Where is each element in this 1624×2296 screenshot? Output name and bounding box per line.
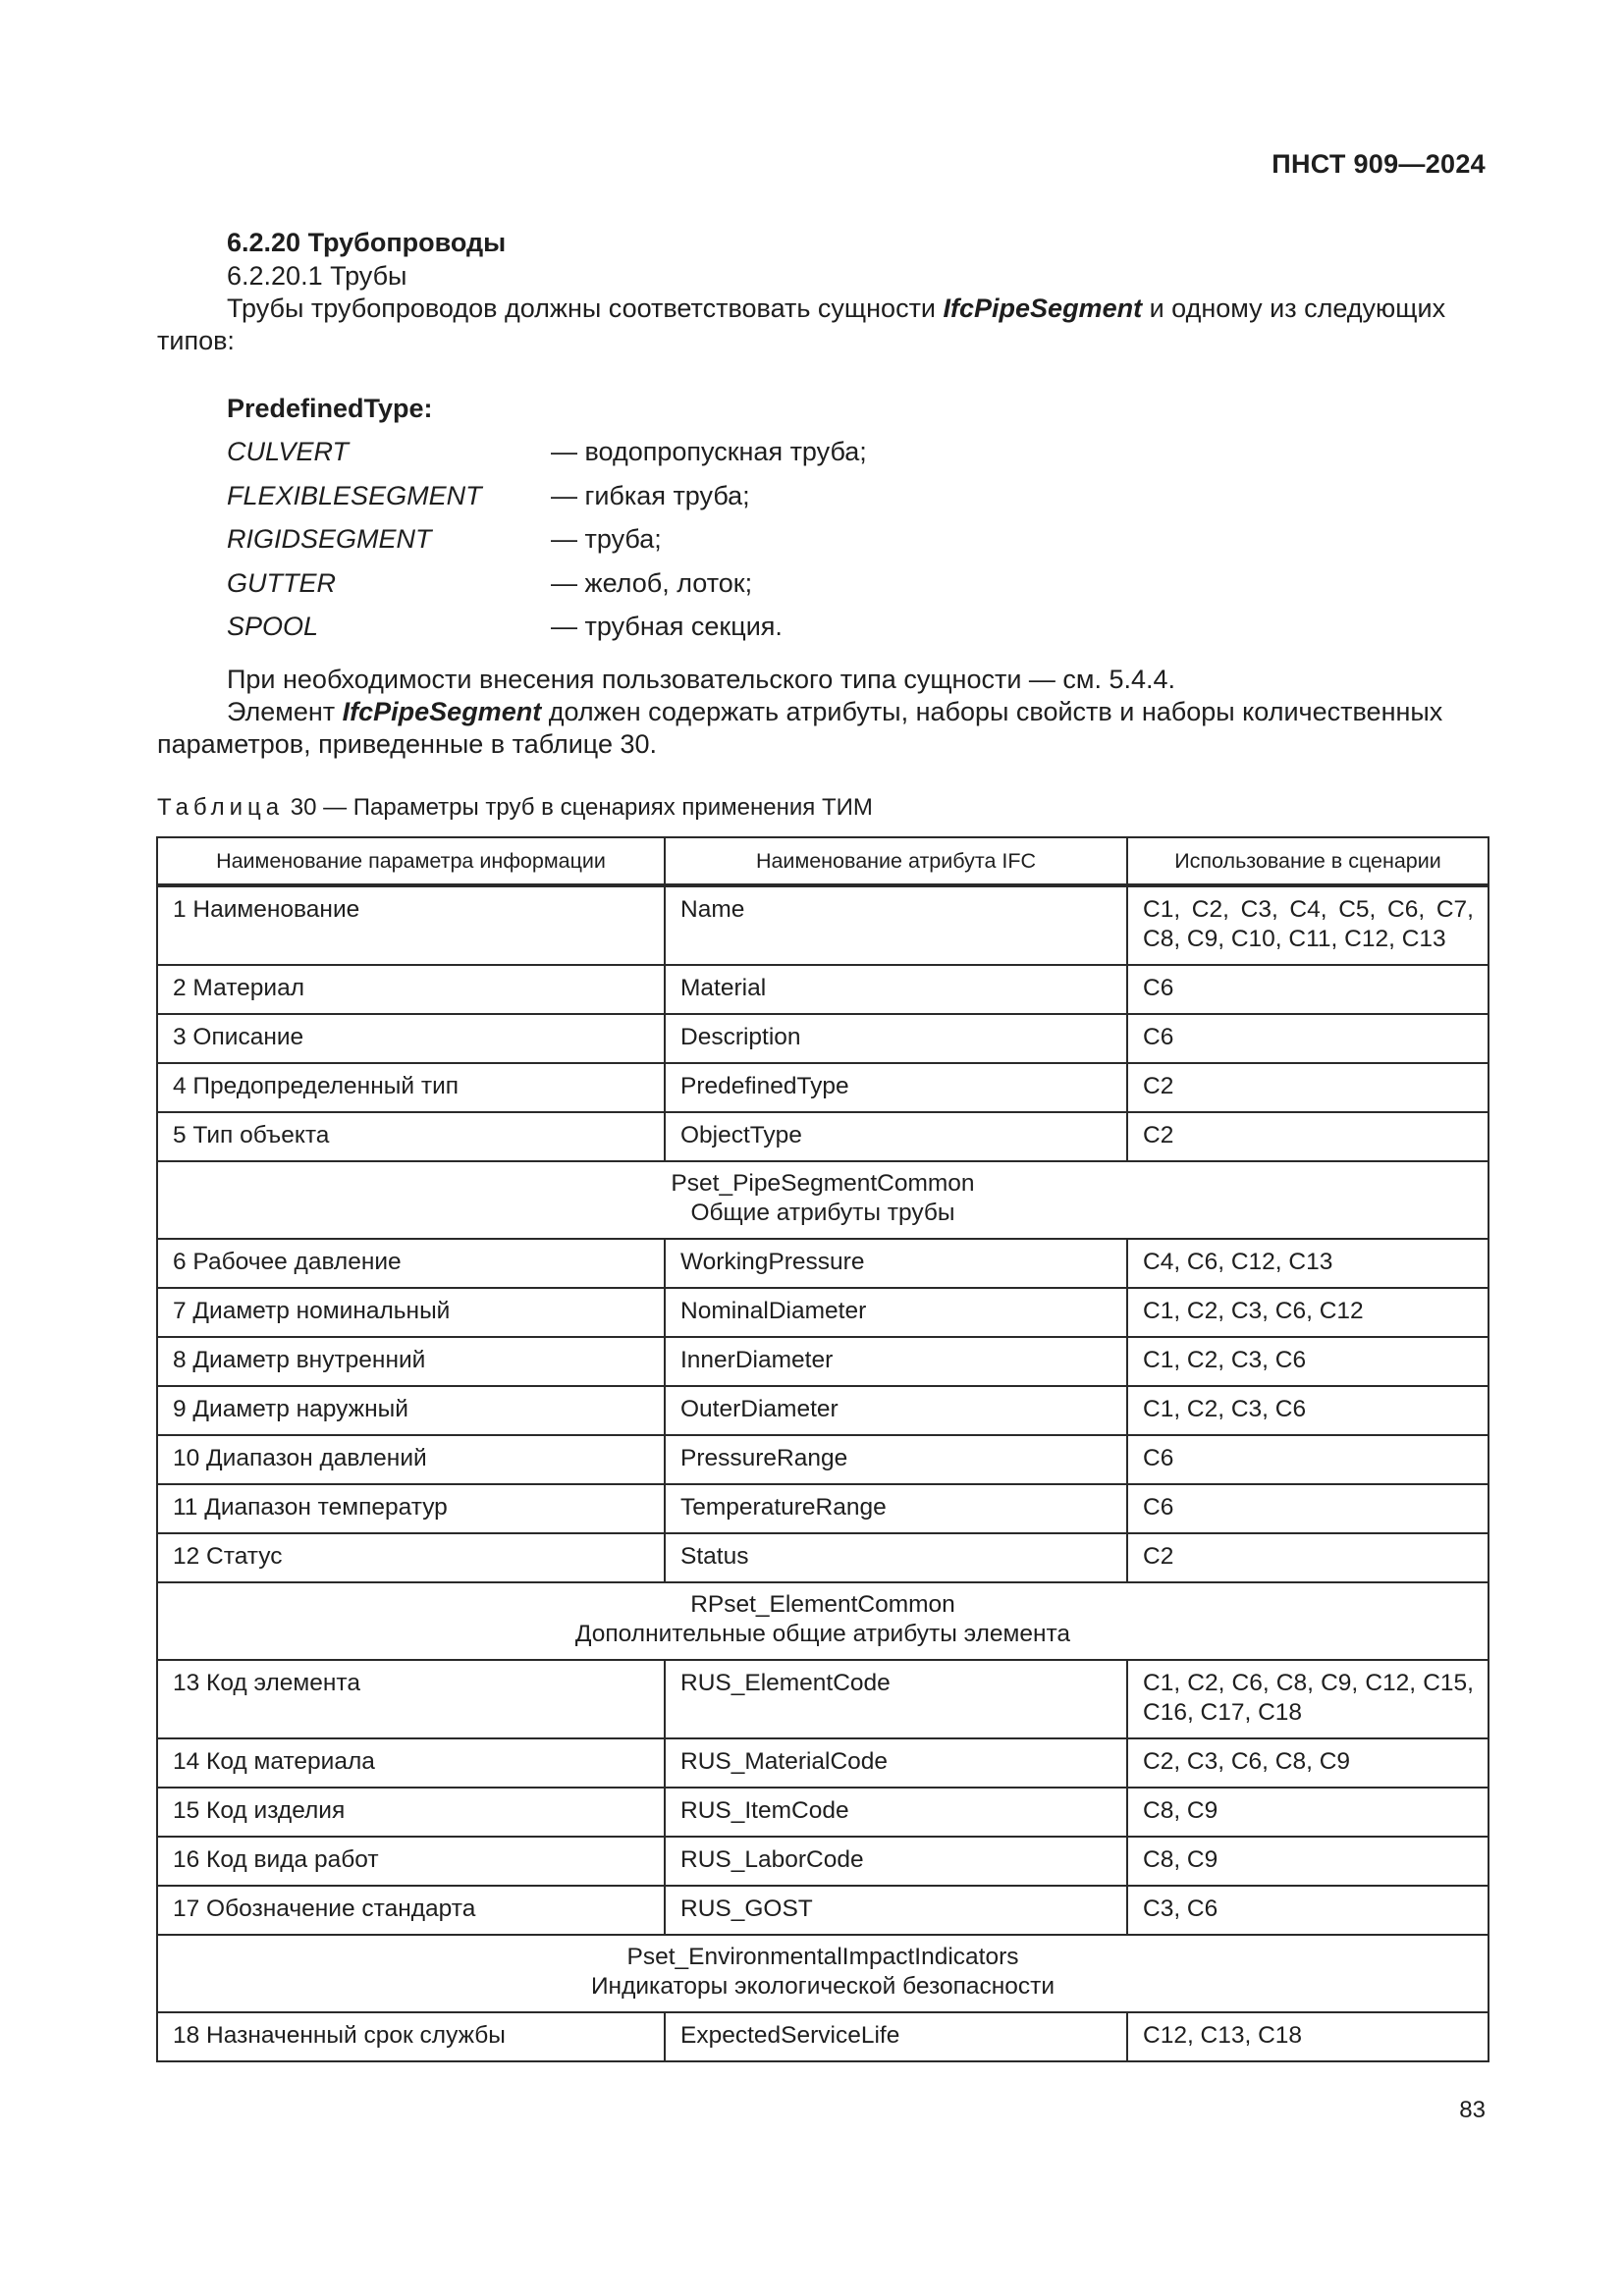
table-row — [157, 1886, 1489, 1935]
property-set-name: Pset_EnvironmentalImpactIndicators — [626, 1944, 1019, 1970]
ifc-attribute-cell: TemperatureRange — [665, 1484, 1127, 1533]
predefined-type-item — [227, 565, 867, 610]
ifc-attribute-cell: ExpectedServiceLife — [665, 2012, 1127, 2061]
type-description: — желоб, лоток; — [551, 567, 753, 598]
table-row — [157, 1112, 1489, 1161]
parameter-name-cell: 1 Наименование — [157, 885, 665, 965]
ifc-attribute-cell: Material — [665, 965, 1127, 1014]
scenario-usage-cell: С2 — [1127, 1533, 1489, 1582]
column-header: Наименование параметра информации — [157, 837, 665, 885]
table-row — [157, 1435, 1489, 1484]
property-set-cell — [157, 1935, 1489, 2012]
table-caption: Таблица 30 — Параметры труб в сценариях применения ТИМ — [157, 794, 873, 821]
scenario-usage-cell: С6 — [1127, 965, 1489, 1014]
scenario-usage-cell: С1, С2, С6, С8, С9, С12, С15, С16, С17, С18 — [1127, 1660, 1489, 1738]
table-row — [157, 1337, 1489, 1386]
table-row — [157, 885, 1489, 965]
ifc-attribute-cell: Description — [665, 1014, 1127, 1063]
predefined-type-item — [227, 478, 867, 522]
parameter-name-cell: 8 Диаметр внутренний — [157, 1337, 665, 1386]
scenario-usage-cell: С8, С9 — [1127, 1837, 1489, 1886]
table-row — [157, 1063, 1489, 1112]
scenario-usage-cell: С12, С13, С18 — [1127, 2012, 1489, 2061]
predefined-type-item — [227, 434, 867, 478]
column-header: Использование в сценарии — [1127, 837, 1489, 885]
custom-type-note: При необходимости внесения пользовательского типа сущности — см. 5.4.4. — [227, 665, 1176, 694]
scenario-usage-cell: С6 — [1127, 1484, 1489, 1533]
ifc-attribute-cell: RUS_ItemCode — [665, 1788, 1127, 1837]
ifc-attribute-cell: RUS_GOST — [665, 1886, 1127, 1935]
property-set-row — [157, 1161, 1489, 1239]
ifc-attribute-cell: ObjectType — [665, 1112, 1127, 1161]
property-set-description: Индикаторы экологической безопасности — [590, 1973, 1056, 2000]
property-set-name: Pset_PipeSegmentCommon — [671, 1170, 975, 1197]
table-row — [157, 1660, 1489, 1738]
scenario-usage-cell: С2, С3, С6, С8, С9 — [1127, 1738, 1489, 1788]
document-code: ПНСТ 909—2024 — [1272, 149, 1486, 179]
parameter-name-cell: 6 Рабочее давление — [157, 1239, 665, 1288]
table-row — [157, 1533, 1489, 1582]
type-name: FLEXIBLESEGMENT — [227, 480, 482, 510]
parameter-name-cell: 4 Предопределенный тип — [157, 1063, 665, 1112]
entity-name: IfcPipeSegment — [943, 294, 1143, 323]
subsection-heading: 6.2.20.1 Трубы — [227, 261, 407, 291]
scenario-usage-cell: С3, С6 — [1127, 1886, 1489, 1935]
parameter-name-cell: 18 Назначенный срок службы — [157, 2012, 665, 2061]
ifc-attribute-cell: RUS_LaborCode — [665, 1837, 1127, 1886]
ifc-attribute-cell: PredefinedType — [665, 1063, 1127, 1112]
predefined-type-item — [227, 609, 867, 653]
parameter-name-cell: 2 Материал — [157, 965, 665, 1014]
table-row — [157, 1837, 1489, 1886]
scenario-usage-cell: С1, С2, С3, С6 — [1127, 1337, 1489, 1386]
parameter-name-cell: 16 Код вида работ — [157, 1837, 665, 1886]
scenario-usage-cell: С6 — [1127, 1014, 1489, 1063]
ifc-attribute-cell: NominalDiameter — [665, 1288, 1127, 1337]
type-name: RIGIDSEGMENT — [227, 524, 432, 554]
parameter-name-cell: 7 Диаметр номинальный — [157, 1288, 665, 1337]
ifc-attribute-cell: PressureRange — [665, 1435, 1127, 1484]
parameter-name-cell: 10 Диапазон давлений — [157, 1435, 665, 1484]
property-set-cell — [157, 1161, 1489, 1239]
parameter-name-cell: 11 Диапазон температур — [157, 1484, 665, 1533]
property-set-description: Общие атрибуты трубы — [690, 1200, 955, 1226]
ifc-attribute-cell: Name — [665, 885, 1127, 965]
scenario-usage-cell: С4, С6, С12, С13 — [1127, 1239, 1489, 1288]
parameter-name-cell: 5 Тип объекта — [157, 1112, 665, 1161]
parameter-name-cell: 14 Код материала — [157, 1738, 665, 1788]
type-name: SPOOL — [227, 612, 319, 641]
table-row — [157, 1288, 1489, 1337]
type-name: CULVERT — [227, 437, 350, 466]
type-description: — водопропускная труба; — [551, 437, 867, 466]
table-row — [157, 1484, 1489, 1533]
type-description: — труба; — [551, 524, 662, 554]
ifc-attribute-cell: WorkingPressure — [665, 1239, 1127, 1288]
table-row — [157, 1738, 1489, 1788]
predefined-type-list — [227, 391, 867, 653]
table-row — [157, 1788, 1489, 1837]
type-description: — трубная секция. — [551, 612, 783, 641]
parameter-name-cell: 13 Код элемента — [157, 1660, 665, 1738]
ifc-attribute-cell: OuterDiameter — [665, 1386, 1127, 1435]
ifc-attribute-cell: InnerDiameter — [665, 1337, 1127, 1386]
type-name: GUTTER — [227, 567, 336, 598]
table-row — [157, 965, 1489, 1014]
table-row — [157, 1014, 1489, 1063]
property-set-row — [157, 1935, 1489, 2012]
parameter-name-cell: 9 Диаметр наружный — [157, 1386, 665, 1435]
parameter-name-cell: 3 Описание — [157, 1014, 665, 1063]
property-set-description: Дополнительные общие атрибуты элемента — [574, 1621, 1071, 1647]
ifc-attribute-cell: RUS_MaterialCode — [665, 1738, 1127, 1788]
parameters-table — [156, 836, 1489, 2062]
type-description: — гибкая труба; — [551, 480, 750, 510]
predefined-type-title: PredefinedType: — [227, 394, 433, 423]
section-heading: 6.2.20 Трубопроводы — [227, 228, 507, 257]
ifc-attribute-cell: RUS_ElementCode — [665, 1660, 1127, 1738]
scenario-usage-cell: С1, С2, С3, С6, С12 — [1127, 1288, 1489, 1337]
property-set-name: RPset_ElementCommon — [690, 1591, 955, 1618]
parameter-name-cell: 12 Статус — [157, 1533, 665, 1582]
property-set-row — [157, 1582, 1489, 1660]
entity-name: IfcPipeSegment — [342, 697, 542, 726]
scenario-usage-cell: С2 — [1127, 1063, 1489, 1112]
scenario-usage-cell: С8, С9 — [1127, 1788, 1489, 1837]
table-row — [157, 2012, 1489, 2061]
scenario-usage-cell: С1, С2, С3, С4, С5, С6, С7, С8, С9, С10, С11, С12, С13 — [1127, 885, 1489, 965]
page-number: 83 — [1459, 2097, 1486, 2123]
property-set-cell — [157, 1582, 1489, 1660]
predefined-type-item — [227, 521, 867, 565]
column-header: Наименование атрибута IFC — [665, 837, 1127, 885]
scenario-usage-cell: С6 — [1127, 1435, 1489, 1484]
scenario-usage-cell: С2 — [1127, 1112, 1489, 1161]
scenario-usage-cell: С1, С2, С3, С6 — [1127, 1386, 1489, 1435]
table-row — [157, 1239, 1489, 1288]
ifc-attribute-cell: Status — [665, 1533, 1127, 1582]
parameter-name-cell: 17 Обозначение стандарта — [157, 1886, 665, 1935]
intro-paragraph: Трубы трубопроводов должны соответствовать сущности IfcPipeSegment и одному из следующих типов: — [157, 294, 1446, 355]
parameter-name-cell: 15 Код изделия — [157, 1788, 665, 1837]
table-header-row — [157, 837, 1489, 885]
table-row — [157, 1386, 1489, 1435]
element-paragraph: Элемент IfcPipeSegment должен содержать атрибуты, наборы свойств и наборы количественных параметров, приведенные в таблице 30. — [157, 697, 1443, 759]
